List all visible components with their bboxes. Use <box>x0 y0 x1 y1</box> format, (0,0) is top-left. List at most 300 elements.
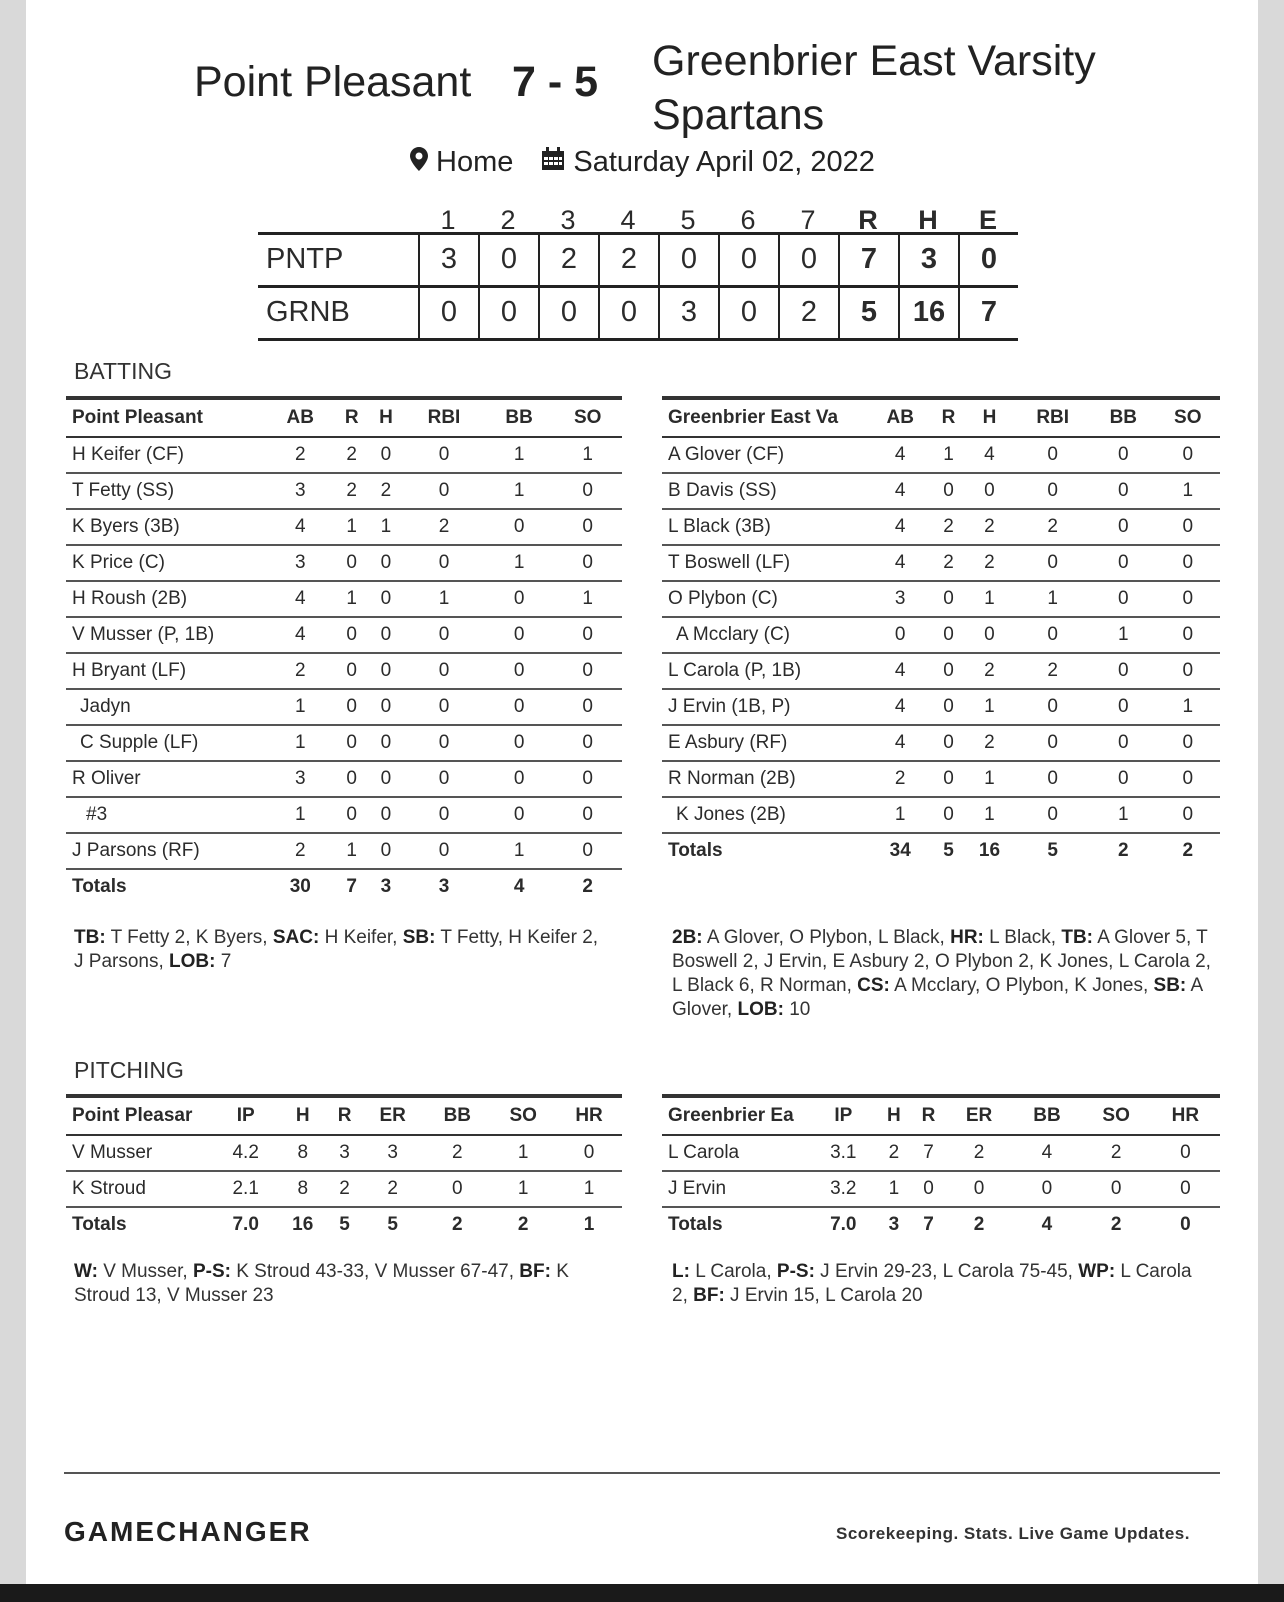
stat-value: 0 <box>335 725 369 761</box>
stat-column-header: AB <box>266 398 335 437</box>
stat-column-header: BB <box>485 398 554 437</box>
stat-value: 0 <box>932 653 964 689</box>
stat-column-header: BB <box>424 1096 490 1135</box>
player-row <box>662 1171 1220 1207</box>
inning-score: 2 <box>538 235 598 285</box>
stat-value: 0 <box>932 617 964 653</box>
player-name: H Keifer (CF) <box>66 437 266 473</box>
batting-table-home <box>66 396 622 904</box>
stat-column-header: RBI <box>1014 398 1091 437</box>
player-name: T Boswell (LF) <box>662 545 868 581</box>
stat-value: 0 <box>335 653 369 689</box>
inning-2-header: 2 <box>500 205 516 235</box>
runs-total: 5 <box>838 288 898 338</box>
stat-value: 0 <box>369 581 403 617</box>
stat-value: 2 <box>946 1135 1013 1171</box>
stat-value: 0 <box>1082 1171 1151 1207</box>
stat-value: 0 <box>553 509 622 545</box>
stat-value: 0 <box>911 1171 946 1207</box>
player-name: K Byers (3B) <box>66 509 266 545</box>
note-key: CS: <box>857 975 890 996</box>
note-value: 7 <box>215 951 232 972</box>
stat-value: 0 <box>1091 545 1155 581</box>
stat-value: 0 <box>1014 725 1091 761</box>
total-value: 3 <box>877 1207 912 1242</box>
stat-value: 0 <box>335 797 369 833</box>
stat-value: 0 <box>553 689 622 725</box>
team-abbrev: GRNB <box>266 296 350 328</box>
stat-value: 7 <box>911 1135 946 1171</box>
stat-value: 1 <box>369 509 403 545</box>
note-value: A Mcclary, O Plybon, K Jones, <box>889 975 1154 996</box>
stat-value: 4.2 <box>214 1135 277 1171</box>
stat-value: 1 <box>490 1171 556 1207</box>
team-column-header: Greenbrier Ea <box>662 1096 810 1135</box>
stat-value: 0 <box>553 617 622 653</box>
stat-value: 0 <box>932 761 964 797</box>
stat-value: 0 <box>1014 545 1091 581</box>
inning-score: 0 <box>418 288 478 338</box>
player-row <box>66 545 622 581</box>
total-value: 0 <box>1151 1207 1220 1242</box>
player-name: #3 <box>66 797 266 833</box>
totals-row <box>66 869 622 904</box>
total-value: 5 <box>1014 833 1091 868</box>
stat-value: 0 <box>1091 437 1155 473</box>
stat-column-header: H <box>369 398 403 437</box>
note-key: P-S: <box>776 1261 815 1282</box>
total-value: 30 <box>266 869 335 904</box>
note-value: V Musser, <box>97 1261 193 1282</box>
stat-value: 0 <box>1091 509 1155 545</box>
stat-value: 0 <box>369 725 403 761</box>
player-name: T Fetty (SS) <box>66 473 266 509</box>
errors-total: 0 <box>958 235 1018 285</box>
player-row <box>66 761 622 797</box>
stat-value: 0 <box>553 833 622 869</box>
player-row <box>66 1135 622 1171</box>
table-header-row <box>662 1096 1220 1135</box>
stat-value: 0 <box>485 689 554 725</box>
note-value: H Keifer, <box>319 927 403 948</box>
player-row <box>66 617 622 653</box>
stat-value: 0 <box>932 581 964 617</box>
total-value: 2 <box>424 1207 490 1242</box>
inning-5-header: 5 <box>680 205 696 235</box>
inning-score: 0 <box>598 288 658 338</box>
hits-total: 16 <box>898 288 958 338</box>
stat-value: 0 <box>369 833 403 869</box>
stat-value: 2 <box>965 545 1015 581</box>
total-value: 1 <box>556 1207 622 1242</box>
pitching-notes-home <box>74 1260 604 1308</box>
stat-value: 1 <box>1156 473 1220 509</box>
inning-score: 0 <box>718 235 778 285</box>
stat-value: 1 <box>485 437 554 473</box>
stat-column-header: R <box>335 398 369 437</box>
stat-value: 1 <box>932 437 964 473</box>
bottom-edge <box>0 1584 1284 1602</box>
stat-value: 0 <box>1014 761 1091 797</box>
note-key: TB: <box>74 927 106 948</box>
player-name: K Price (C) <box>66 545 266 581</box>
player-row <box>66 1171 622 1207</box>
stat-value: 1 <box>965 689 1015 725</box>
stat-value: 2 <box>868 761 932 797</box>
stat-value: 4 <box>266 617 335 653</box>
line-score-row <box>258 288 1018 341</box>
total-value: 3 <box>369 869 403 904</box>
player-name: J Ervin <box>662 1171 810 1207</box>
stat-value: 4 <box>965 437 1015 473</box>
stat-value: 1 <box>266 725 335 761</box>
player-row <box>662 617 1220 653</box>
stat-value: 1 <box>868 797 932 833</box>
stat-value: 0 <box>1151 1135 1220 1171</box>
stat-column-header: HR <box>556 1096 622 1135</box>
stat-value: 0 <box>553 797 622 833</box>
line-score <box>258 196 1018 341</box>
pitching-section-title: PITCHING <box>74 1057 184 1083</box>
stat-value: 1 <box>485 545 554 581</box>
player-name: A Glover (CF) <box>662 437 868 473</box>
note-key: BF: <box>693 1285 725 1306</box>
stat-value: 1 <box>553 581 622 617</box>
stat-value: 2 <box>877 1135 912 1171</box>
total-value: 2 <box>1082 1207 1151 1242</box>
stat-column-header: RBI <box>403 398 485 437</box>
stat-value: 1 <box>1014 581 1091 617</box>
runs-header: R <box>858 205 878 235</box>
away-team-name: Greenbrier East Varsity Spartans <box>652 37 1096 139</box>
stat-value: 0 <box>553 545 622 581</box>
total-value: 7.0 <box>810 1207 877 1242</box>
stat-value: 1 <box>490 1135 556 1171</box>
player-row <box>66 725 622 761</box>
stat-value: 0 <box>553 725 622 761</box>
player-name: E Asbury (RF) <box>662 725 868 761</box>
stat-value: 1 <box>485 833 554 869</box>
player-name: C Supple (LF) <box>66 725 266 761</box>
stat-value: 0 <box>932 797 964 833</box>
stat-value: 0 <box>1014 797 1091 833</box>
note-value: L Carola, <box>689 1261 777 1282</box>
table-header-row <box>66 1096 622 1135</box>
stat-column-header: H <box>877 1096 912 1135</box>
stat-value: 0 <box>485 617 554 653</box>
player-name: R Norman (2B) <box>662 761 868 797</box>
team-column-header: Greenbrier East Va <box>662 398 868 437</box>
stat-value: 0 <box>932 473 964 509</box>
note-key: W: <box>74 1261 98 1282</box>
team-column-header: Point Pleasant <box>66 398 266 437</box>
note-key: P-S: <box>192 1261 231 1282</box>
total-value: 4 <box>1012 1207 1081 1242</box>
footer-divider <box>64 1472 1220 1474</box>
stat-value: 0 <box>369 689 403 725</box>
total-value: 5 <box>932 833 964 868</box>
stat-value: 4 <box>1012 1135 1081 1171</box>
pitching-table-home <box>66 1094 622 1242</box>
table-header-row <box>662 398 1220 437</box>
stat-column-header: BB <box>1012 1096 1081 1135</box>
stat-column-header: AB <box>868 398 932 437</box>
stat-value: 0 <box>485 509 554 545</box>
stat-value: 4 <box>266 581 335 617</box>
stat-value: 0 <box>369 545 403 581</box>
player-row <box>66 797 622 833</box>
stat-value: 3 <box>266 761 335 797</box>
stat-column-header: H <box>965 398 1015 437</box>
player-name: J Parsons (RF) <box>66 833 266 869</box>
stat-value: 8 <box>277 1171 328 1207</box>
total-value: 7 <box>911 1207 946 1242</box>
inning-4-header: 4 <box>620 205 636 235</box>
player-row <box>662 1135 1220 1171</box>
total-value: 2 <box>1091 833 1155 868</box>
stat-column-header: SO <box>1082 1096 1151 1135</box>
inning-score: 0 <box>658 235 718 285</box>
stat-column-header: BB <box>1091 398 1155 437</box>
stat-value: 0 <box>1156 581 1220 617</box>
note-key: TB: <box>1061 927 1093 948</box>
note-value: A Glover 5, T Boswell 2, J Ervin, E Asbury 2, O Plybon 2, K Jones, L Carola 2, L Black 6, R Norman, <box>672 927 1217 996</box>
stat-value: 0 <box>1091 725 1155 761</box>
stat-value: 3 <box>868 581 932 617</box>
player-row <box>662 437 1220 473</box>
inning-score: 3 <box>658 288 718 338</box>
note-value: J Ervin 15, L Carola 20 <box>724 1285 923 1306</box>
player-name: R Oliver <box>66 761 266 797</box>
stat-value: 0 <box>369 761 403 797</box>
stat-value: 0 <box>868 617 932 653</box>
stat-value: 2 <box>424 1135 490 1171</box>
stat-value: 0 <box>1014 437 1091 473</box>
home-team-name: Point Pleasant <box>194 58 472 106</box>
stat-value: 2 <box>328 1171 361 1207</box>
stat-value: 2 <box>266 437 335 473</box>
total-value: 16 <box>277 1207 328 1242</box>
player-row <box>662 689 1220 725</box>
stat-value: 2 <box>266 833 335 869</box>
stat-value: 2.1 <box>214 1171 277 1207</box>
hits-total: 3 <box>898 235 958 285</box>
stat-value: 3 <box>328 1135 361 1171</box>
stat-value: 2 <box>1014 653 1091 689</box>
stat-value: 1 <box>1156 689 1220 725</box>
stat-value: 2 <box>403 509 485 545</box>
stat-value: 0 <box>485 653 554 689</box>
game-meta <box>410 146 875 179</box>
stat-column-header: HR <box>1151 1096 1220 1135</box>
stat-value: 0 <box>335 617 369 653</box>
note-key: LOB: <box>737 999 784 1020</box>
stat-value: 1 <box>553 437 622 473</box>
inning-score: 0 <box>538 288 598 338</box>
stat-value: 2 <box>965 509 1015 545</box>
stat-value: 0 <box>1156 761 1220 797</box>
stat-column-header: R <box>911 1096 946 1135</box>
stat-value: 0 <box>932 725 964 761</box>
team-column-header: Point Pleasar <box>66 1096 214 1135</box>
stat-value: 0 <box>403 833 485 869</box>
total-value: 34 <box>868 833 932 868</box>
errors-total: 7 <box>958 288 1018 338</box>
stat-value: 2 <box>335 473 369 509</box>
stat-value: 0 <box>1156 509 1220 545</box>
stat-value: 0 <box>556 1135 622 1171</box>
player-row <box>66 689 622 725</box>
stat-value: 0 <box>1156 437 1220 473</box>
stat-value: 0 <box>424 1171 490 1207</box>
stat-value: 1 <box>335 509 369 545</box>
stat-value: 0 <box>1091 761 1155 797</box>
stat-value: 1 <box>965 581 1015 617</box>
stat-value: 2 <box>266 653 335 689</box>
runs-total: 7 <box>838 235 898 285</box>
player-row <box>66 833 622 869</box>
stat-value: 0 <box>403 473 485 509</box>
note-value: L Black, <box>983 927 1062 948</box>
stat-value: 2 <box>369 473 403 509</box>
stat-value: 2 <box>1014 509 1091 545</box>
stat-value: 1 <box>485 473 554 509</box>
inning-3-header: 3 <box>560 205 576 235</box>
stat-value: 0 <box>932 689 964 725</box>
player-name: H Bryant (LF) <box>66 653 266 689</box>
game-date: Saturday April 02, 2022 <box>573 146 875 178</box>
batting-notes-home <box>74 926 604 974</box>
total-value: 4 <box>485 869 554 904</box>
inning-score: 2 <box>598 235 658 285</box>
line-score-row <box>258 235 1018 288</box>
player-name: J Ervin (1B, P) <box>662 689 868 725</box>
stat-value: 1 <box>1091 797 1155 833</box>
inning-score: 3 <box>418 235 478 285</box>
stat-value: 3 <box>266 545 335 581</box>
inning-score: 0 <box>478 235 538 285</box>
player-name: V Musser <box>66 1135 214 1171</box>
player-name: L Carola (P, 1B) <box>662 653 868 689</box>
table-header-row <box>66 398 622 437</box>
stat-value: 1 <box>1091 617 1155 653</box>
inning-score: 2 <box>778 288 838 338</box>
player-row <box>662 725 1220 761</box>
stat-column-header: H <box>277 1096 328 1135</box>
totals-label: Totals <box>662 1207 810 1242</box>
note-key: HR: <box>950 927 984 948</box>
note-key: WP: <box>1078 1261 1116 1282</box>
total-value: 2 <box>1156 833 1220 868</box>
player-row <box>66 473 622 509</box>
stat-value: 0 <box>403 437 485 473</box>
note-key: LOB: <box>169 951 216 972</box>
stat-value: 0 <box>485 797 554 833</box>
stat-value: 4 <box>266 509 335 545</box>
stat-value: 3 <box>361 1135 424 1171</box>
player-row <box>662 653 1220 689</box>
note-value: K Stroud 13, V Musser 23 <box>74 1261 575 1306</box>
player-row <box>662 581 1220 617</box>
player-name: V Musser (P, 1B) <box>66 617 266 653</box>
note-key: SAC: <box>272 927 320 948</box>
stat-value: 1 <box>335 833 369 869</box>
map-pin-icon <box>410 146 428 179</box>
stat-value: 0 <box>369 437 403 473</box>
stat-value: 0 <box>1091 653 1155 689</box>
stat-value: 0 <box>553 653 622 689</box>
stat-value: 4 <box>868 473 932 509</box>
stat-value: 4 <box>868 725 932 761</box>
final-score: 7 - 5 <box>512 58 599 106</box>
stat-value: 1 <box>266 797 335 833</box>
stat-value: 4 <box>868 437 932 473</box>
note-value: L Carola 2, <box>672 1261 1197 1306</box>
stat-value: 0 <box>485 725 554 761</box>
stat-value: 0 <box>369 653 403 689</box>
note-key: 2B: <box>672 927 703 948</box>
batting-section-title: BATTING <box>74 358 172 384</box>
stat-value: 0 <box>403 545 485 581</box>
player-name: B Davis (SS) <box>662 473 868 509</box>
stat-value: 0 <box>403 797 485 833</box>
player-name: K Stroud <box>66 1171 214 1207</box>
inning-score: 0 <box>718 288 778 338</box>
player-row <box>66 437 622 473</box>
stat-value: 0 <box>403 725 485 761</box>
player-name: O Plybon (C) <box>662 581 868 617</box>
stat-value: 0 <box>946 1171 1013 1207</box>
player-row <box>662 473 1220 509</box>
player-row <box>662 545 1220 581</box>
note-key: BF: <box>519 1261 551 1282</box>
stat-column-header: R <box>932 398 964 437</box>
stat-value: 2 <box>1082 1135 1151 1171</box>
total-value: 2 <box>490 1207 556 1242</box>
line-score-header <box>258 196 1018 235</box>
stat-column-header: SO <box>553 398 622 437</box>
stat-value: 0 <box>965 617 1015 653</box>
stat-value: 2 <box>335 437 369 473</box>
stat-value: 0 <box>403 653 485 689</box>
stat-value: 0 <box>403 689 485 725</box>
inning-6-header: 6 <box>740 205 756 235</box>
stat-value: 2 <box>361 1171 424 1207</box>
stat-value: 2 <box>965 725 1015 761</box>
stat-value: 0 <box>335 545 369 581</box>
total-value: 5 <box>361 1207 424 1242</box>
stat-value: 0 <box>1091 689 1155 725</box>
stat-value: 8 <box>277 1135 328 1171</box>
stat-column-header: SO <box>1156 398 1220 437</box>
batting-table-away <box>662 396 1220 868</box>
stat-value: 0 <box>1151 1171 1220 1207</box>
batting-notes-away <box>672 926 1220 1022</box>
player-name: L Black (3B) <box>662 509 868 545</box>
inning-score: 0 <box>778 235 838 285</box>
stat-value: 0 <box>1091 473 1155 509</box>
team-abbrev: PNTP <box>266 243 344 275</box>
pitching-notes-away <box>672 1260 1212 1308</box>
stat-value: 0 <box>1156 545 1220 581</box>
total-value: 2 <box>553 869 622 904</box>
stat-value: 0 <box>1012 1171 1081 1207</box>
stat-value: 0 <box>335 689 369 725</box>
stat-value: 1 <box>877 1171 912 1207</box>
stat-value: 3 <box>266 473 335 509</box>
inning-7-header: 7 <box>800 205 816 235</box>
total-value: 7 <box>335 869 369 904</box>
